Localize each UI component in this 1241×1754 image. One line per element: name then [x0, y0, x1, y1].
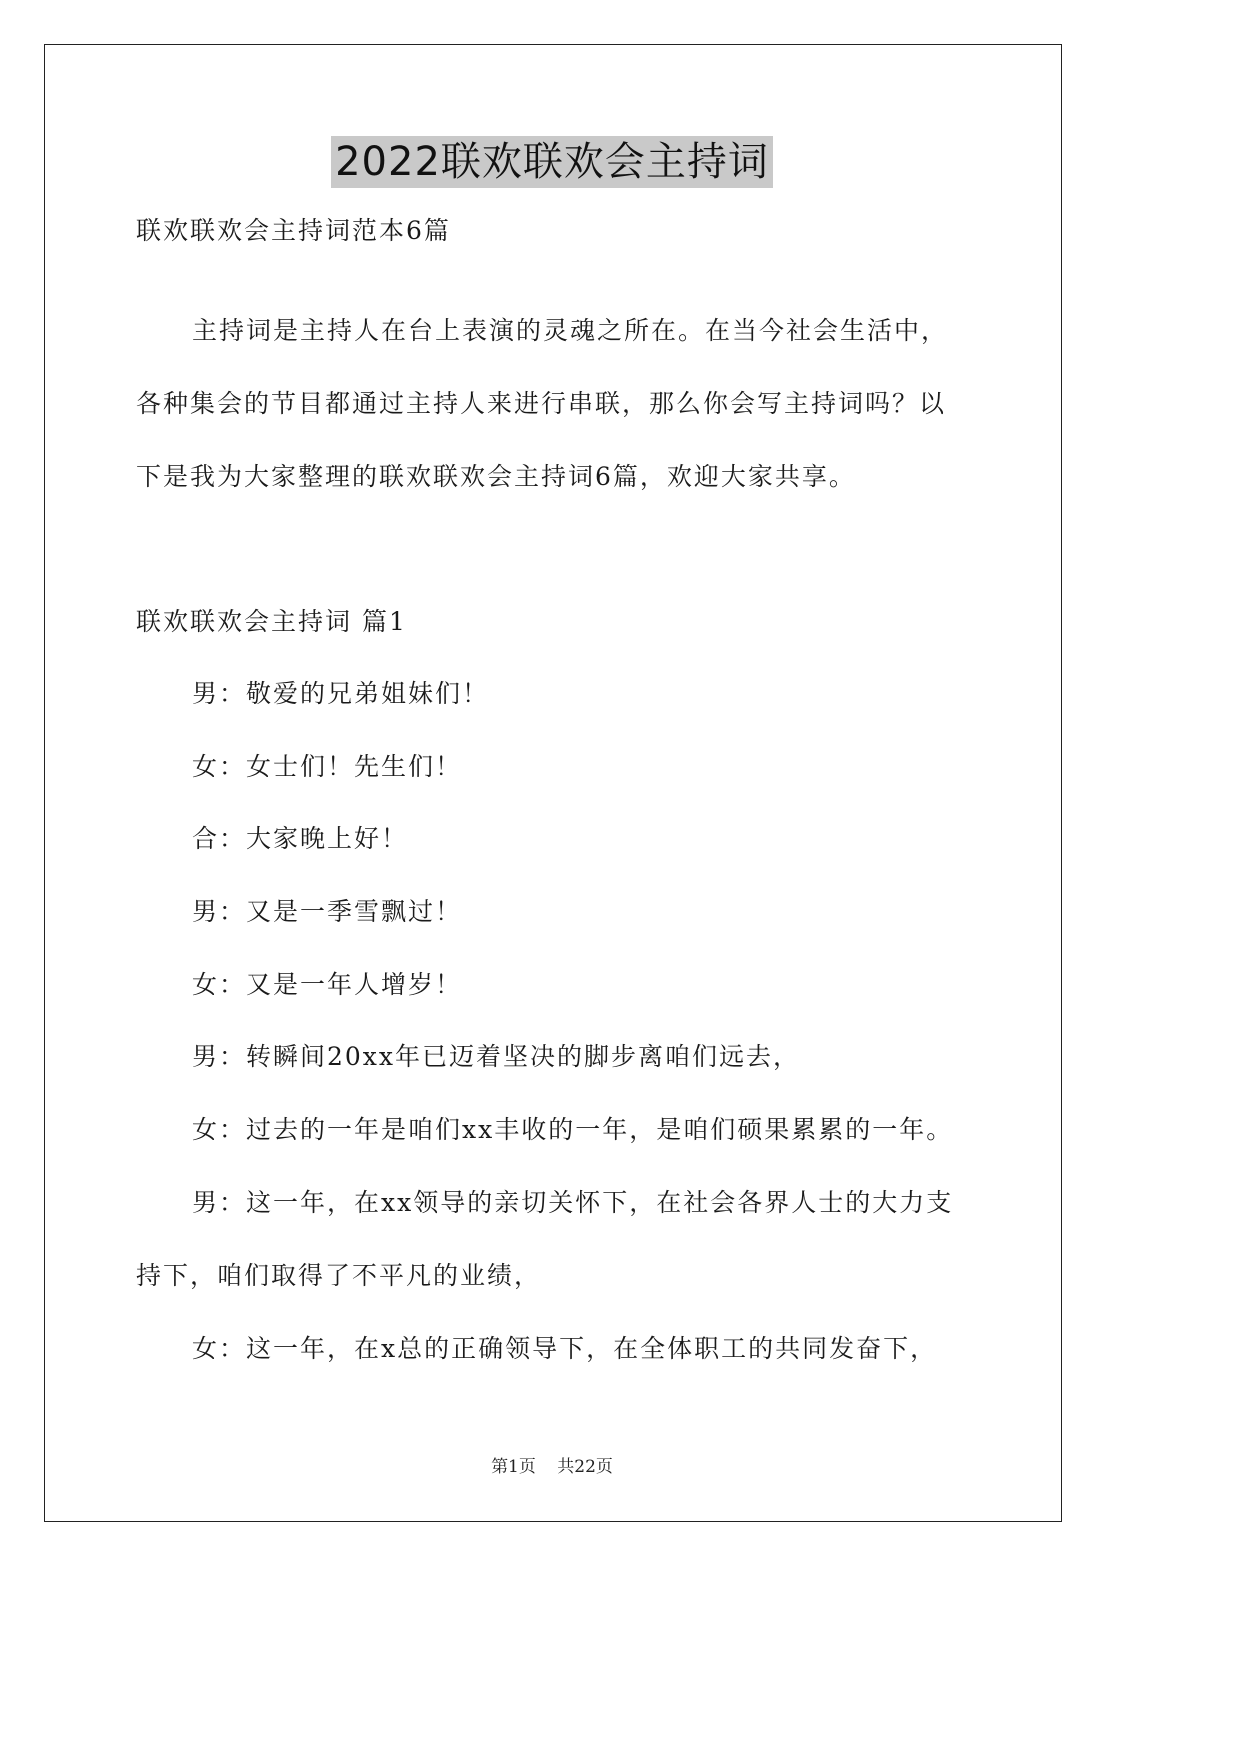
- intro-line-2: 各种集会的节目都通过主持人来进行串联，那么你会写主持词吗？以: [136, 389, 947, 418]
- dialogue-line-10: 女：这一年，在x总的正确领导下，在全体职工的共同发奋下，: [192, 1334, 938, 1363]
- page-footer: [0, 1452, 1104, 1477]
- dialogue-line-4: 男：又是一季雪飘过！: [192, 897, 463, 926]
- page-number: 第1页: [491, 1457, 536, 1477]
- dialogue-line-1: 男：敬爱的兄弟姐妹们！: [192, 679, 490, 708]
- document-title: 2022联欢联欢会主持词: [331, 136, 773, 188]
- intro-line-1: 主持词是主持人在台上表演的灵魂之所在。在当今社会生活中，: [192, 316, 949, 345]
- dialogue-line-5: 女：又是一年人增岁！: [192, 970, 463, 999]
- dialogue-line-7: 女：过去的一年是咱们xx丰收的一年，是咱们硕果累累的一年。: [192, 1115, 954, 1144]
- dialogue-line-2: 女：女士们！先生们！: [192, 752, 463, 781]
- dialogue-line-9: 持下，咱们取得了不平凡的业绩，: [136, 1261, 542, 1290]
- dialogue-line-8: 男：这一年，在xx领导的亲切关怀下，在社会各界人士的大力支: [192, 1188, 954, 1217]
- dialogue-line-6: 男：转瞬间20xx年已迈着坚决的脚步离咱们远去，: [192, 1042, 801, 1071]
- page-total: 共22页: [557, 1457, 613, 1477]
- intro-line-3: 下是我为大家整理的联欢联欢会主持词6篇，欢迎大家共享。: [136, 462, 856, 491]
- subtitle: 联欢联欢会主持词范本6篇: [136, 216, 451, 245]
- section-heading: 联欢联欢会主持词 篇1: [136, 607, 407, 636]
- title-block: [0, 136, 1104, 188]
- dialogue-line-3: 合：大家晚上好！: [192, 824, 409, 853]
